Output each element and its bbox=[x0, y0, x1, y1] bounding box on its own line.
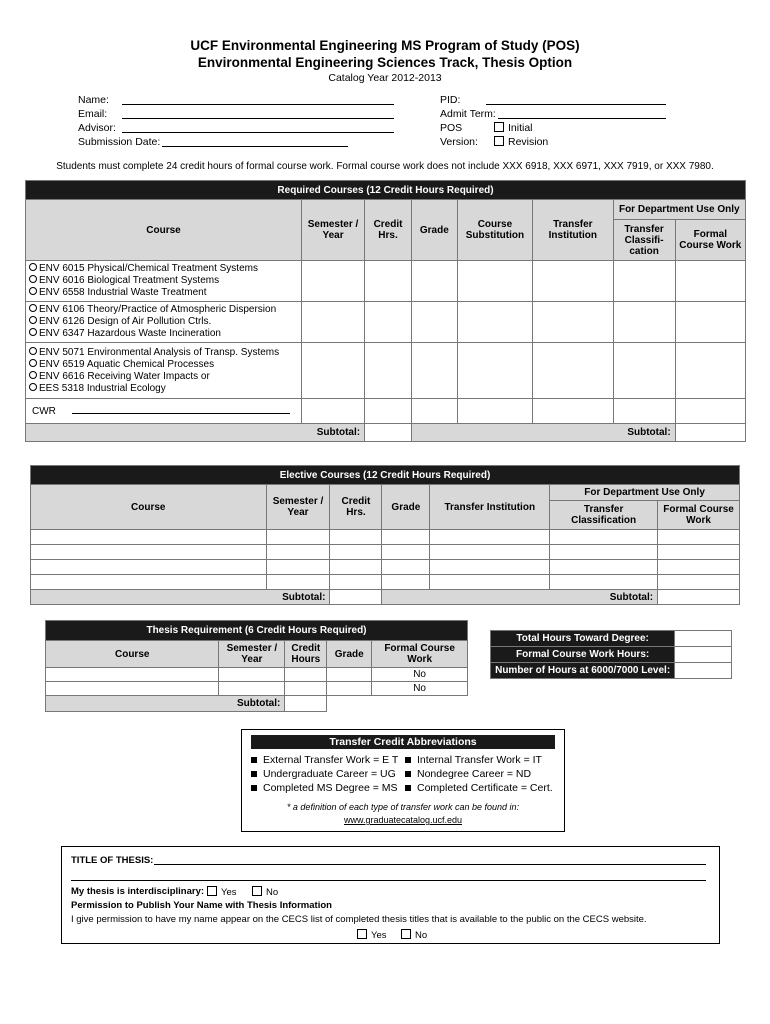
radio-icon bbox=[29, 275, 37, 283]
table-cell[interactable] bbox=[533, 399, 613, 424]
catalog-year: Catalog Year 2012-2013 bbox=[328, 72, 442, 84]
table-cell[interactable] bbox=[411, 399, 457, 424]
table-cell[interactable] bbox=[411, 302, 457, 343]
radio-icon bbox=[29, 371, 37, 379]
credit-subtotal-field[interactable] bbox=[365, 424, 412, 442]
formal-hours-label: Formal Course Work Hours: bbox=[491, 647, 675, 663]
radio-icon bbox=[29, 287, 37, 295]
table-cell[interactable] bbox=[675, 343, 745, 399]
col-transfer-classification: Transfer Classifi-cation bbox=[613, 220, 675, 261]
table-cell[interactable] bbox=[285, 682, 327, 696]
total-hours-label: Total Hours Toward Degree: bbox=[491, 631, 675, 647]
table-cell[interactable] bbox=[330, 560, 382, 575]
name-field[interactable] bbox=[122, 104, 394, 105]
list-item[interactable]: ENV 6347 Hazardous Waste Incineration bbox=[26, 328, 301, 340]
table-cell[interactable] bbox=[330, 545, 382, 560]
table-row bbox=[31, 530, 740, 545]
radio-icon bbox=[29, 328, 37, 336]
thesis-info-box bbox=[61, 846, 720, 944]
list-item[interactable]: ENV 6106 Theory/Practice of Atmospheric Dispersion bbox=[26, 304, 301, 316]
table-cell[interactable] bbox=[457, 399, 532, 424]
table-cell[interactable] bbox=[675, 399, 745, 424]
table-cell[interactable] bbox=[457, 302, 532, 343]
table-cell[interactable] bbox=[533, 343, 613, 399]
pos-label: POS bbox=[440, 122, 463, 134]
catalog-link[interactable]: www.graduatecatalog.ucf.edu bbox=[343, 815, 463, 825]
list-item[interactable]: ENV 6616 Receiving Water Impacts or bbox=[26, 371, 301, 383]
table-cell[interactable] bbox=[266, 545, 330, 560]
thesis-title: Thesis Requirement (6 Credit Hours Required) bbox=[46, 621, 468, 641]
course-group-1 bbox=[26, 261, 302, 302]
thesis-requirement-table bbox=[45, 620, 468, 712]
name-label: Name: bbox=[78, 94, 109, 106]
required-title: Required Courses (12 Credit Hours Required) bbox=[26, 181, 746, 200]
col-dept-use: For Department Use Only bbox=[613, 200, 745, 220]
blank-cell bbox=[327, 696, 468, 712]
credit-subtotal-field[interactable] bbox=[285, 696, 327, 712]
email-label: Email: bbox=[78, 108, 108, 120]
subtotal-label: Subtotal: bbox=[26, 424, 365, 442]
table-cell[interactable] bbox=[430, 560, 550, 575]
permission-text: I give permission to have my name appear on the CECS list of completed thesis titles that is available to the public on the CECS website. bbox=[71, 914, 647, 925]
table-cell[interactable] bbox=[266, 530, 330, 545]
table-cell[interactable] bbox=[365, 302, 412, 343]
table-cell[interactable] bbox=[266, 560, 330, 575]
table-cell[interactable] bbox=[31, 545, 267, 560]
checkbox-icon bbox=[494, 136, 504, 146]
table-cell[interactable] bbox=[533, 302, 613, 343]
cwr-cell[interactable] bbox=[26, 399, 302, 424]
totals-table bbox=[490, 630, 732, 679]
interdisciplinary-no[interactable]: No bbox=[252, 886, 278, 898]
col-semester: Semester / Year bbox=[219, 641, 285, 668]
table-cell[interactable] bbox=[31, 575, 267, 590]
checkbox-icon bbox=[252, 886, 262, 896]
table-cell[interactable] bbox=[327, 668, 372, 682]
table-row bbox=[31, 545, 740, 560]
elective-title: Elective Courses (12 Credit Hours Required) bbox=[31, 466, 740, 485]
col-credit: Credit Hours bbox=[285, 641, 327, 668]
table-row bbox=[31, 560, 740, 575]
intro-text: Students must complete 24 credit hours of formal course work. Formal course work does not include XXX 6918, XXX 6971, XXX 7919, or XXX 7980. bbox=[56, 161, 714, 172]
formal-hours-field[interactable] bbox=[675, 647, 732, 663]
table-cell[interactable] bbox=[533, 261, 613, 302]
table-cell[interactable] bbox=[430, 545, 550, 560]
radio-icon bbox=[29, 304, 37, 312]
list-item[interactable]: ENV 6016 Biological Treatment Systems bbox=[26, 275, 301, 287]
list-item[interactable]: ENV 6015 Physical/Chemical Treatment Systems bbox=[26, 263, 301, 275]
permission-yes[interactable]: Yes bbox=[357, 929, 387, 941]
table-cell[interactable] bbox=[365, 399, 412, 424]
list-item[interactable]: ENV 5071 Environmental Analysis of Transp. Systems bbox=[26, 347, 301, 359]
table-cell[interactable] bbox=[658, 530, 740, 545]
table-cell[interactable] bbox=[327, 682, 372, 696]
formal-subtotal-field[interactable] bbox=[675, 424, 745, 442]
radio-icon bbox=[29, 316, 37, 324]
level-hours-label: Number of Hours at 6000/7000 Level: bbox=[491, 663, 675, 679]
course-group-3 bbox=[26, 343, 302, 399]
table-cell[interactable] bbox=[430, 530, 550, 545]
table-cell[interactable] bbox=[301, 343, 364, 399]
table-cell[interactable] bbox=[613, 261, 675, 302]
col-transfer-classification: Transfer Classification bbox=[550, 501, 658, 530]
table-cell[interactable] bbox=[301, 399, 364, 424]
col-grade: Grade bbox=[327, 641, 372, 668]
bullet-icon bbox=[251, 757, 257, 763]
table-cell[interactable] bbox=[658, 545, 740, 560]
table-cell[interactable] bbox=[365, 343, 412, 399]
table-cell[interactable] bbox=[266, 575, 330, 590]
table-cell[interactable] bbox=[658, 560, 740, 575]
col-course: Course bbox=[31, 485, 267, 530]
table-cell[interactable] bbox=[382, 545, 430, 560]
table-cell[interactable] bbox=[382, 530, 430, 545]
version-label: Version: bbox=[440, 136, 478, 148]
radio-icon bbox=[29, 347, 37, 355]
list-item[interactable]: ENV 6126 Design of Air Pollution Ctrls. bbox=[26, 316, 301, 328]
table-cell[interactable] bbox=[550, 560, 658, 575]
table-cell[interactable] bbox=[46, 668, 219, 682]
thesis-title-label: TITLE OF THESIS: bbox=[71, 855, 154, 866]
table-cell[interactable] bbox=[219, 668, 285, 682]
table-cell[interactable] bbox=[550, 545, 658, 560]
table-cell[interactable] bbox=[658, 575, 740, 590]
subtotal-label: Subtotal: bbox=[411, 424, 675, 442]
table-cell[interactable] bbox=[301, 261, 364, 302]
thesis-title-field[interactable] bbox=[154, 864, 706, 865]
subtotal-label: Subtotal: bbox=[382, 590, 658, 605]
revision-checkbox[interactable]: Revision bbox=[494, 136, 548, 148]
pid-field[interactable] bbox=[486, 104, 666, 105]
admit-label: Admit Term: bbox=[440, 108, 496, 120]
table-cell[interactable] bbox=[613, 343, 675, 399]
table-cell[interactable] bbox=[550, 530, 658, 545]
page-title: UCF Environmental Engineering MS Program of Study (POS) bbox=[190, 38, 580, 53]
list-item[interactable]: EES 5318 Industrial Ecology bbox=[26, 383, 301, 395]
level-hours-field[interactable] bbox=[675, 663, 732, 679]
subtotal-label: Subtotal: bbox=[31, 590, 330, 605]
table-cell[interactable] bbox=[285, 668, 327, 682]
bullet-icon bbox=[405, 785, 411, 791]
abbreviations-title: Transfer Credit Abbreviations bbox=[251, 735, 555, 749]
list-item[interactable]: ENV 6519 Aquatic Chemical Processes bbox=[26, 359, 301, 371]
table-cell[interactable] bbox=[365, 261, 412, 302]
initial-checkbox[interactable]: Initial bbox=[494, 122, 533, 134]
abbreviations-right: Internal Transfer Work = IT Nondegree Career = ND Completed Certificate = Cert. bbox=[405, 753, 553, 795]
bullet-icon bbox=[251, 771, 257, 777]
formal-no: No bbox=[372, 668, 468, 682]
radio-icon bbox=[29, 263, 37, 271]
col-grade: Grade bbox=[411, 200, 457, 261]
abbreviations-note: * a definition of each type of transfer work can be found in: bbox=[286, 802, 520, 812]
col-dept-use: For Department Use Only bbox=[550, 485, 740, 501]
table-cell[interactable] bbox=[675, 261, 745, 302]
bullet-icon bbox=[251, 785, 257, 791]
subtotal-label: Subtotal: bbox=[46, 696, 285, 712]
interdisciplinary-yes[interactable]: Yes bbox=[207, 886, 237, 898]
col-grade: Grade bbox=[382, 485, 430, 530]
table-cell[interactable] bbox=[457, 261, 532, 302]
abbreviations-box bbox=[241, 729, 565, 832]
table-cell[interactable] bbox=[675, 302, 745, 343]
table-cell[interactable] bbox=[411, 343, 457, 399]
thesis-title-field-2[interactable] bbox=[71, 880, 706, 881]
radio-icon bbox=[29, 383, 37, 391]
col-transfer-institution: Transfer Institution bbox=[430, 485, 550, 530]
col-credit: Credit Hrs. bbox=[330, 485, 382, 530]
list-item[interactable]: ENV 6558 Industrial Waste Treatment bbox=[26, 287, 301, 299]
table-cell[interactable] bbox=[219, 682, 285, 696]
col-semester: Semester / Year bbox=[266, 485, 330, 530]
col-formal-course-work: Formal Course Work bbox=[675, 220, 745, 261]
col-course: Course bbox=[46, 641, 219, 668]
radio-icon bbox=[29, 359, 37, 367]
checkbox-icon bbox=[494, 122, 504, 132]
elective-courses-table bbox=[30, 465, 740, 605]
table-cell[interactable] bbox=[330, 575, 382, 590]
page-subtitle: Environmental Engineering Sciences Track, Thesis Option bbox=[197, 55, 573, 70]
table-row bbox=[46, 682, 468, 696]
col-substitution: Course Substitution bbox=[457, 200, 532, 261]
abbreviations-left: External Transfer Work = E T Undergraduate Career = UG Completed MS Degree = MS bbox=[251, 753, 398, 795]
cwr-label: CWR bbox=[32, 405, 56, 417]
col-transfer-institution: Transfer Institution bbox=[533, 200, 613, 261]
cwr-field[interactable] bbox=[72, 413, 290, 414]
checkbox-icon bbox=[401, 929, 411, 939]
table-cell[interactable] bbox=[550, 575, 658, 590]
col-formal-course-work: Formal Course Work bbox=[658, 501, 740, 530]
course-group-2 bbox=[26, 302, 302, 343]
total-hours-field[interactable] bbox=[675, 631, 732, 647]
pid-label: PID: bbox=[440, 94, 461, 106]
admit-field[interactable] bbox=[498, 118, 666, 119]
table-cell[interactable] bbox=[46, 682, 219, 696]
col-course: Course bbox=[26, 200, 302, 261]
submission-field[interactable] bbox=[162, 146, 348, 147]
email-field[interactable] bbox=[122, 118, 394, 119]
bullet-icon bbox=[405, 771, 411, 777]
table-cell[interactable] bbox=[31, 560, 267, 575]
col-credit: Credit Hrs. bbox=[365, 200, 412, 261]
required-courses-table bbox=[25, 180, 746, 442]
checkbox-icon bbox=[207, 886, 217, 896]
credit-subtotal-field[interactable] bbox=[330, 590, 382, 605]
bullet-icon bbox=[405, 757, 411, 763]
table-cell[interactable] bbox=[301, 302, 364, 343]
table-cell[interactable] bbox=[382, 575, 430, 590]
permission-no[interactable]: No bbox=[401, 929, 427, 941]
advisor-label: Advisor: bbox=[78, 122, 116, 134]
table-row bbox=[46, 668, 468, 682]
table-cell[interactable] bbox=[613, 302, 675, 343]
advisor-field[interactable] bbox=[122, 132, 394, 133]
table-row bbox=[31, 575, 740, 590]
table-cell[interactable] bbox=[430, 575, 550, 590]
col-formal-course-work: Formal Course Work bbox=[372, 641, 468, 668]
table-cell[interactable] bbox=[382, 560, 430, 575]
interdisciplinary-label: My thesis is interdisciplinary: bbox=[71, 886, 205, 897]
formal-no: No bbox=[372, 682, 468, 696]
col-semester: Semester / Year bbox=[301, 200, 364, 261]
submission-label: Submission Date: bbox=[78, 136, 161, 148]
table-cell[interactable] bbox=[457, 343, 532, 399]
formal-subtotal-field[interactable] bbox=[658, 590, 740, 605]
table-cell[interactable] bbox=[613, 399, 675, 424]
table-cell[interactable] bbox=[31, 530, 267, 545]
table-cell[interactable] bbox=[411, 261, 457, 302]
permission-title: Permission to Publish Your Name with Thesis Information bbox=[71, 900, 332, 911]
checkbox-icon bbox=[357, 929, 367, 939]
table-cell[interactable] bbox=[330, 530, 382, 545]
